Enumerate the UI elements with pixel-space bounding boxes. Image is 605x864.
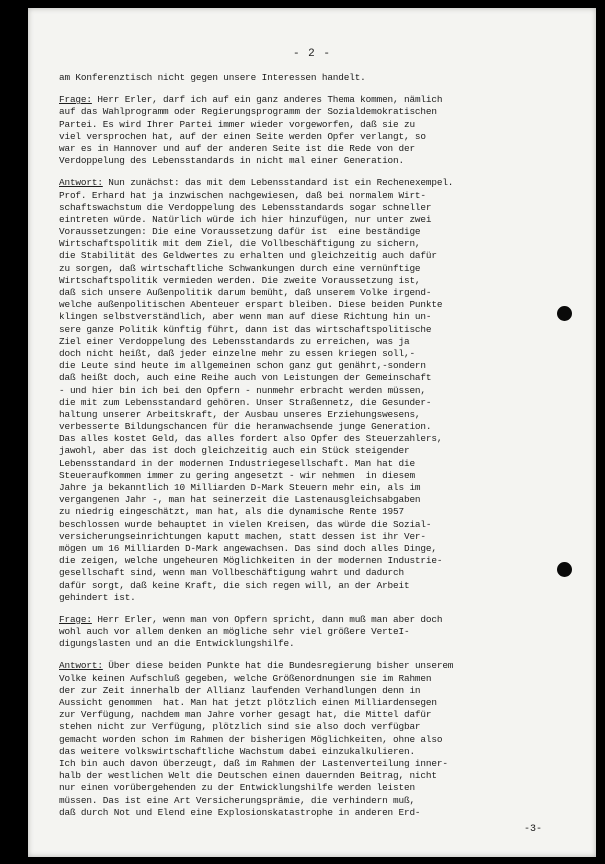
text-line (59, 263, 579, 275)
speaker-label: Frage: (59, 94, 92, 106)
line-text: das weitere volkswirtschaftliche Wachstum dabei einzukalkulieren. (59, 745, 415, 757)
text-line (59, 385, 579, 397)
text-line (59, 311, 579, 323)
text-line (59, 506, 579, 518)
line-text: Volke keinen Aufschluß gegeben, welche Größenordnungen sie im Rahmen (59, 672, 432, 684)
text-line (59, 72, 579, 84)
speaker-label: Antwort: (59, 660, 103, 672)
text-line (59, 409, 579, 421)
line-text: jawohl, aber das ist doch gleichzeitig auch ein Stück steigender (59, 445, 410, 457)
line-text: die Leute sind heute im allgemeinen schon ganz gut genährt,-sondern (59, 360, 426, 372)
text-line (59, 660, 579, 672)
text-line (59, 494, 579, 506)
line-text: am Konferenztisch nicht gegen unsere Interessen handelt. (59, 72, 366, 83)
line-text: der zur Zeit innerhalb der Allianz laufenden Verhandlungen denn in (59, 684, 421, 696)
line-text: gehindert ist. (59, 591, 136, 603)
text-line (59, 795, 579, 807)
line-text: Herr Erler, wenn man von Opfern spricht, dann muß man aber doch (91, 613, 443, 625)
line-text: daß heißt doch, auch eine Reihe auch von Leistungen der Gemeinschaft (59, 372, 432, 384)
text-line (59, 638, 579, 650)
text-block (59, 72, 579, 84)
line-text: halb der westlichen Welt die Deutschen einen dauernden Beitrag, nicht (59, 770, 437, 782)
speaker-label: Antwort: (59, 177, 103, 189)
text-line (59, 531, 579, 543)
line-text: verbesserte Bildungschancen für die heranwachsende junge Generation. (59, 421, 432, 433)
line-text: die mit zum Lebensstandard gehören. Unser Straßennetz, die Gesunder- (59, 396, 432, 408)
line-text: schaftswachstum die Verdoppelung des Lebensstandards sogar schneller (59, 201, 432, 213)
text-line (59, 580, 579, 592)
text-line (59, 94, 579, 106)
speaker-label: Frage: (59, 613, 92, 625)
line-text: Jahre ja bekanntlich 10 Milliarden D-Mark Steuern mehr ein, als im (59, 482, 421, 493)
text-line (59, 482, 579, 494)
text-line (59, 177, 579, 189)
line-text: gemacht worden schon im Rahmen der bisherigen Möglichkeiten, ohne also (59, 733, 443, 745)
text-line (59, 299, 579, 311)
line-text: Wirtschaftspolitik vermieden werden. Die zweite Voraussetzung ist, (59, 274, 421, 286)
text-line (59, 626, 579, 638)
line-text: dafür sorgt, daß keine Kraft, die sich regen will, an der Arbeit (59, 579, 410, 591)
text-line (59, 106, 579, 118)
text-line (59, 458, 579, 470)
text-line (59, 131, 579, 143)
punch-hole (557, 306, 572, 321)
text-line (59, 421, 579, 433)
line-text: haltung unserer Arbeitskraft, der Ausbau unseres Erziehungswesens, (59, 408, 421, 420)
line-text: Ich bin auch davon überzeugt, daß im Rahmen der Lastenverteilung inner- (59, 757, 448, 769)
line-text: die zeigen, welche ungeheuren Möglichkeiten in der modernen Industrie- (59, 555, 443, 567)
line-text: Aussicht genommen hat. Man hat jetzt plötzlich einen Milliardensegen (59, 697, 437, 708)
text-line (59, 709, 579, 721)
text-line (59, 324, 579, 336)
line-text: beschlossen wurde behauptet in vielen Kreisen, das würde die Sozial- (59, 518, 432, 530)
line-text: Über diese beiden Punkte hat die Bundesregierung bisher unserem (102, 660, 454, 672)
text-line (59, 433, 579, 445)
line-text: vergangenen Jahr -, man hat seinerzeit die Lastenausgleichsabgaben (59, 494, 421, 506)
line-text: - und hier bin ich bei den Opfern - nunmehr erbracht werden müssen, (59, 384, 426, 396)
text-block (59, 177, 579, 604)
line-text: daß durch Not und Elend eine Explosionskatastrophe in anderen Erd- (59, 806, 421, 818)
text-line (59, 202, 579, 214)
line-text: klingen selbstverständlich, aber wenn man auf diese Richtung hin un- (59, 311, 432, 323)
line-text: Steueraufkommen immer zu gering angesetzt - wir nehmen in diesem (59, 469, 415, 481)
text-line (59, 567, 579, 579)
text-line (59, 734, 579, 746)
text-line (59, 770, 579, 782)
text-line (59, 397, 579, 409)
punch-hole (557, 562, 572, 577)
text-line (59, 275, 579, 287)
text-block (59, 614, 579, 651)
line-text: müssen. Das ist eine Art Versicherungsprämie, die verhindern muß, (59, 794, 415, 806)
text-line (59, 143, 579, 155)
line-text: welche außenpolitischen Abenteuer erspart bleiben. Diese beiden Punkte (59, 299, 443, 311)
line-text: doch nicht heißt, daß jeder einzelne mehr zu essen kriegen soll,- (59, 347, 415, 359)
line-text: Das alles kostet Geld, das alles fordert also Opfer des Steuerzahlers, (59, 433, 443, 445)
line-text: stehen nicht zur Verfügung, plötzlich sind sie also doch verfügbar (59, 721, 421, 733)
text-line (59, 250, 579, 262)
text-line (59, 226, 579, 238)
line-text: Verdoppelung des Lebensstandards in nicht mal einer Generation. (59, 155, 404, 167)
line-text: zur Verfügung, nachdem man Jahre vorher gesagt hat, die Mittel dafür (59, 709, 432, 721)
text-line (59, 807, 579, 819)
text-line (59, 287, 579, 299)
text-line (59, 348, 579, 360)
text-line (59, 782, 579, 794)
text-line (59, 190, 579, 202)
line-text: zu niedrig eingeschätzt, man hat, als die dynamische Rente 1957 (59, 506, 404, 518)
document-page (28, 8, 596, 857)
line-text: nur einen vorübergehenden zu der Entwicklungshilfe werden leisten (59, 782, 415, 794)
line-text: gesellschaft sind, wenn man Vollbeschäftigung wahrt und dadurch (59, 567, 404, 579)
line-text: mögen um 16 Milliarden D-Mark angewachsen. Das sind doch alles Dinge, (59, 542, 437, 554)
text-line (59, 614, 579, 626)
text-block (59, 660, 579, 818)
text-line (59, 543, 579, 555)
line-text: Partei. Es wird Ihrer Partei immer wieder vorgeworfen, daß sie zu (59, 118, 415, 130)
text-line (59, 336, 579, 348)
text-line (59, 238, 579, 250)
text-line (59, 697, 579, 709)
text-line (59, 119, 579, 131)
text-line (59, 445, 579, 457)
line-text: Ziel einer Verdoppelung des Lebensstandards zu erreichen, was ja (59, 335, 410, 347)
line-text: die Stabilität des Geldwertes zu erhalten und gleichzeitig auch dafür (59, 250, 437, 262)
text-line (59, 673, 579, 685)
text-block (59, 94, 579, 167)
text-line (59, 721, 579, 733)
text-line (59, 155, 579, 167)
text-line (59, 360, 579, 372)
text-line (59, 372, 579, 384)
next-page-marker: -3- (523, 824, 542, 835)
line-text: Nun zunächst: das mit dem Lebensstandard ist ein Rechenexempel. (102, 177, 454, 189)
text-line (59, 214, 579, 226)
line-text: wohl auch vor allem denken an mögliche sehr viel größere VerteI- (59, 626, 410, 638)
text-line (59, 685, 579, 697)
line-text: eintreten würde. Natürlich würde ich hier hinzufügen, nur unter zwei (59, 213, 432, 225)
line-text: auf das Wahlprogramm oder Regierungsprogramm der Sozialdemokratischen (59, 106, 437, 118)
line-text: daß sich unsere Außenpolitik darum bemüht, daß unserem Volke irgend- (59, 287, 432, 298)
text-line (59, 758, 579, 770)
line-text: digungslasten und an die Entwicklungshilfe. (59, 638, 295, 650)
line-text: sere ganze Politik künftig führt, dann ist das wirtschaftspolitische (59, 323, 432, 335)
line-text: Voraussetzungen: Die eine Voraussetzung dafür ist eine beständige (59, 226, 421, 238)
line-text: war es in Hannover und auf der anderen Seite ist die Rede von der (59, 142, 415, 154)
line-text: Herr Erler, darf ich auf ein ganz anderes Thema kommen, nämlich (91, 94, 443, 106)
line-text: Prof. Erhard hat ja inzwischen nachgewiesen, daß bei normalem Wirt- (59, 189, 426, 201)
text-line (59, 519, 579, 531)
document-body (59, 72, 579, 819)
line-text: versicherungseinrichtungen kaputt machen, statt dessen ist ihr Ver- (59, 530, 426, 542)
line-text: zu sorgen, daß wirtschaftliche Schwankungen durch eine vernünftige (59, 262, 421, 274)
text-line (59, 555, 579, 567)
page-number: - 2 - (292, 48, 331, 60)
line-text: Lebensstandard in der modernen Industriegesellschaft. Man hat die (59, 457, 415, 469)
line-text: viel versprochen hat, auf der einen Seite werden Opfer verlangt, so (59, 130, 426, 142)
text-line (59, 746, 579, 758)
line-text: Wirtschaftspolitik mit dem Ziel, die Vollbeschäftigung zu sichern, (59, 238, 421, 250)
text-line (59, 470, 579, 482)
text-line (59, 592, 579, 604)
